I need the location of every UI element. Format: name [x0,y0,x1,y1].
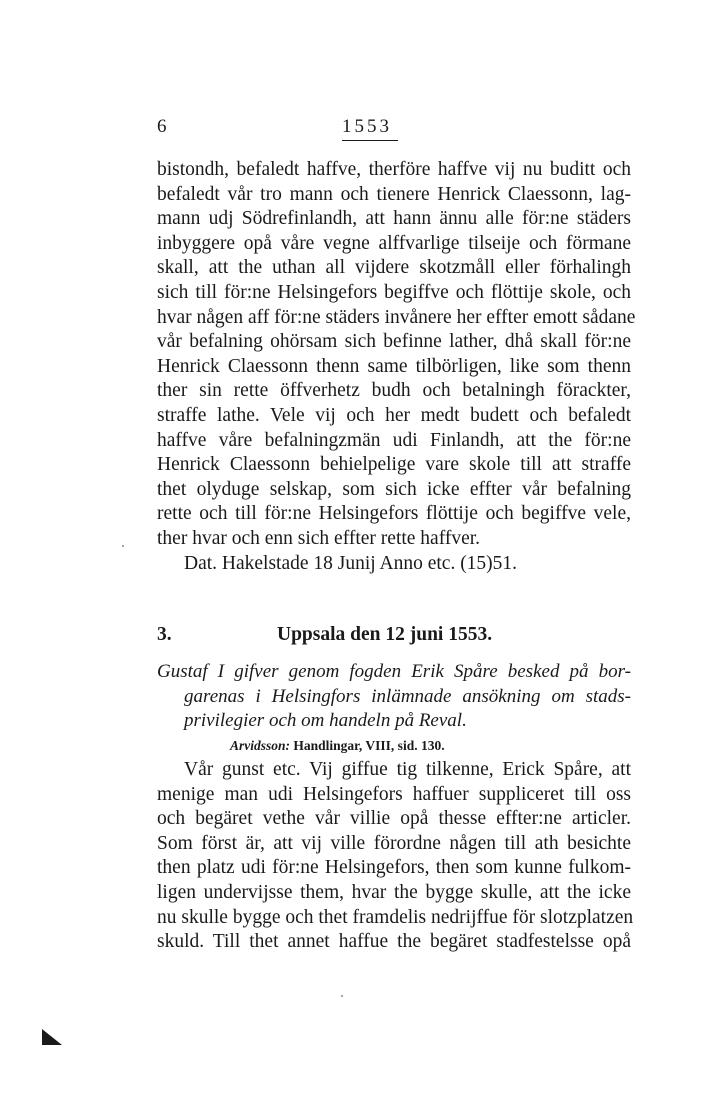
document-heading [157,624,631,650]
text-line: straffe lathe. Vele vij och her medt budett och befaledt [157,404,631,426]
text-line: ther sin rette öffverhetz budh och betalningh förackter, [157,380,631,402]
text-line: menige man udi Helsingefors haffuer suppliceret till oss [157,783,631,805]
text-line: mann udj Södrefinlandh, att hann ännu alle för:ne städers [157,208,631,230]
scan-speck [122,545,124,547]
text-line: vår befalning ohörsam sich befinne lather, dhå skall för:ne [157,331,631,353]
text-line: thet olyduge selskap, som sich icke effter vår befalning [157,478,631,500]
document-body [157,758,634,955]
text-line: skall, att the uthan all vijdere skotzmåll eller förhalingh [157,257,631,279]
page-header [157,116,631,146]
text-line: och begäret vethe vår villie opå thesse effter:ne articler. [157,808,631,830]
text-line: bistondh, befaledt haffve, therföre haffve vij nu buditt och [157,159,631,180]
text-line: nu skulle bygge och thet framdelis nedrijffue för slotzplatzen [157,906,634,928]
document-number: 3. [157,624,172,645]
page-corner-arrow-icon [42,1029,62,1045]
text-line: sich till för:ne Helsingefors begiffve och flöttije skole, och [157,281,631,303]
text-line: rette och till för:ne Helsingefors flöttije och begiffve vele, [157,503,631,525]
text-line: Vår gunst etc. Vij giffue tig tilkenne, Erick Spåre, att [184,759,631,780]
text-line: inbyggere opå våre vegne alffvarlige tilseije och förmane [157,232,631,254]
text-line: skuld. Till thet annet haffue the begäret stadfestelsse opå [157,931,631,953]
summary-line: Gustaf I gifver genom fogden Erik Spåre besked på bor- [157,661,631,682]
text-line: ther hvar och enn sich effter rette haffver. [157,527,481,549]
text-line: Som först är, att vij ville förordne någen till ath besichte [157,832,631,854]
text-line: Henrick Claessonn thenn same tilbörligen, like som thenn [157,355,631,377]
page-year-heading: 1553 [342,116,398,141]
text-line: ligen undervijsse them, hvar the bygge skulle, att the icke [157,881,631,903]
source-reference [230,738,445,754]
text-line: haffve våre befalningzmän udi Finlandh, att the för:ne [157,429,631,451]
source-author: Arvidsson: [230,738,291,753]
page-number: 6 [157,116,167,137]
summary-line: garenas i Helsingfors inlämnade ansökning om stads- [184,685,631,707]
source-citation: Handlingar, VIII, sid. 130. [293,738,445,753]
text-line: Henrick Claessonn behielpelige vare skole till att straffe [157,454,631,476]
document-summary [157,660,631,734]
dating-line: Dat. Hakelstade 18 Junij Anno etc. (15)51. [184,552,518,574]
continuation-text [157,158,636,576]
summary-line: privilegier och om handeln på Reval. [184,710,467,732]
document-place-date: Uppsala den 12 juni 1553. [277,624,493,645]
scan-speck [341,995,343,997]
text-line: befaledt vår tro mann och tienere Henrick Claessonn, lag- [157,183,631,205]
text-line: hvar någen aff för:ne städers invånere her effter emott sådane [157,306,636,328]
text-line: then platz udi för:ne Helsingefors, then som kunne fulkom- [157,857,631,879]
